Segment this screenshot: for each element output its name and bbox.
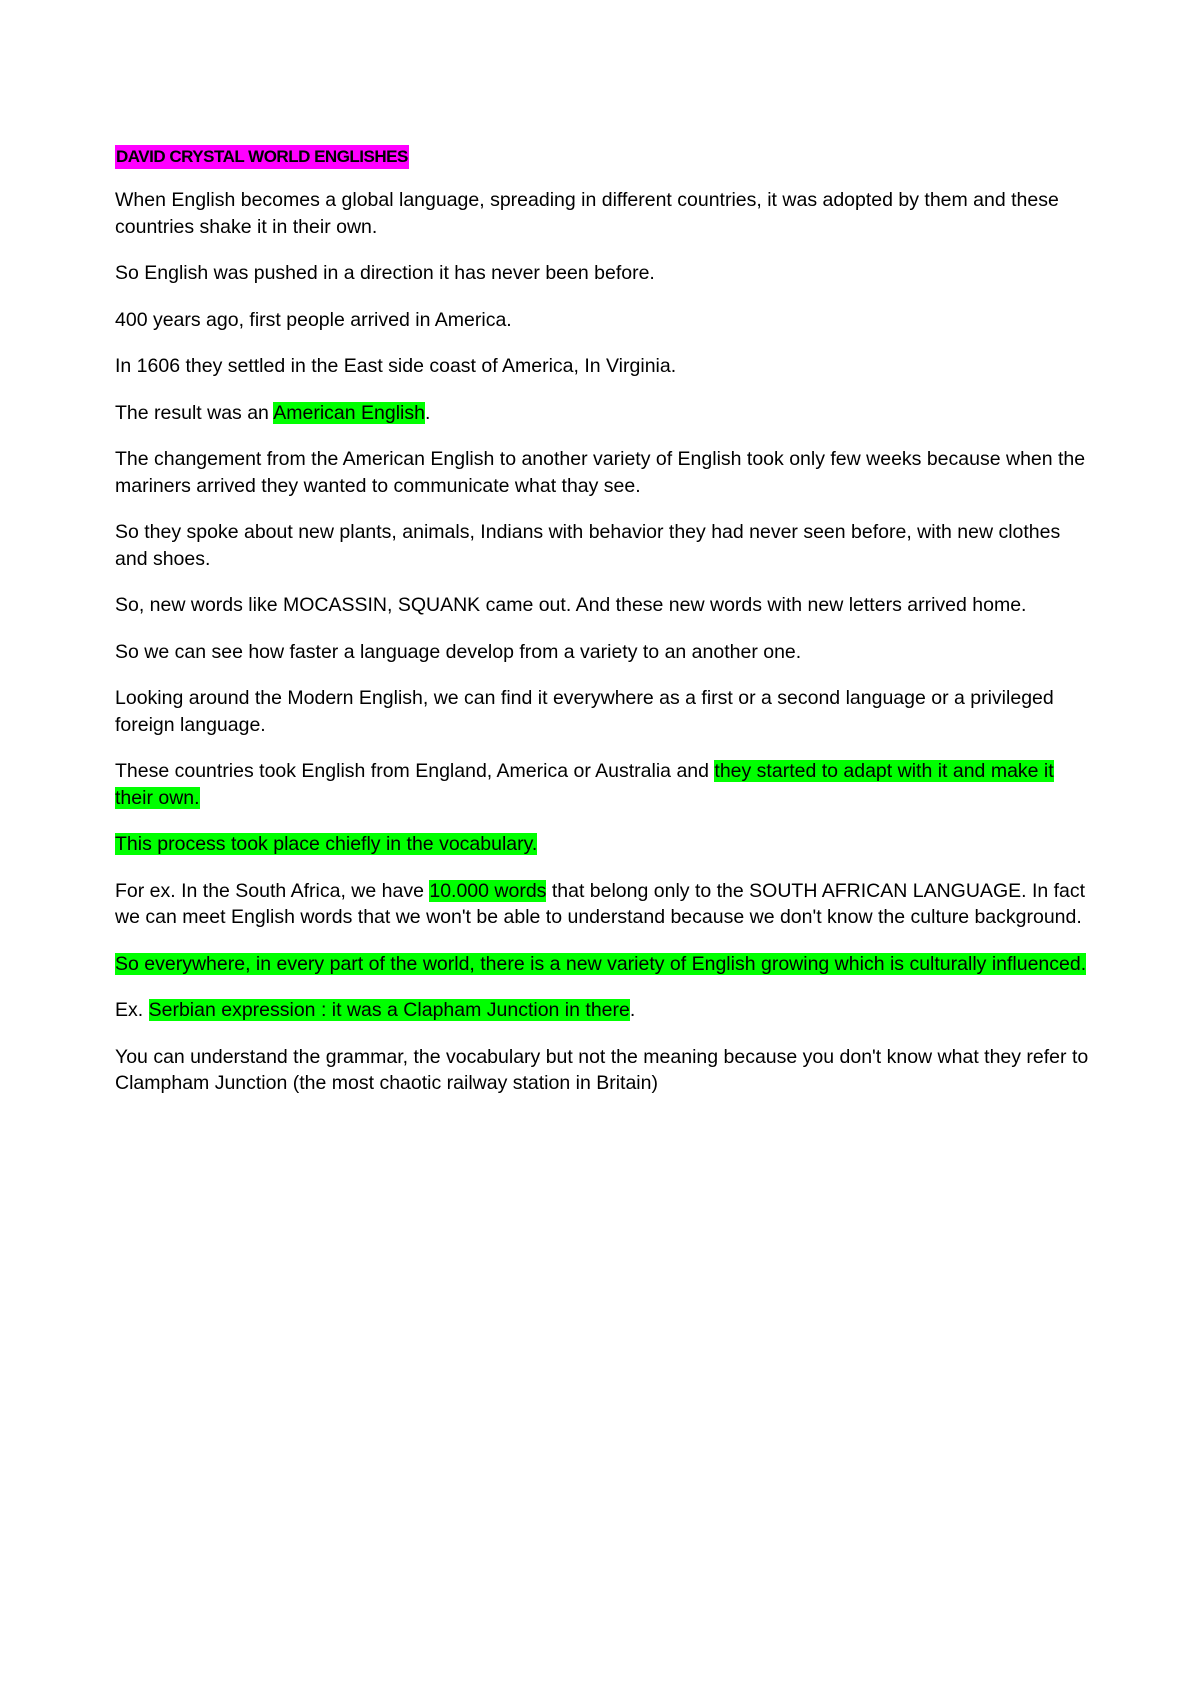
paragraph-text: that belong only to the SOUTH AFRICAN LANGUAGE. In fact we can meet English words that we won't be able to understand because we don't know the culture background.	[115, 879, 1086, 928]
paragraph-text: Looking around the Modern English, we can find it everywhere as a first or a second language or a privileged foreign language.	[115, 687, 1054, 736]
paragraph-text: .	[629, 999, 636, 1021]
paragraph	[115, 685, 1095, 738]
paragraph	[115, 758, 1095, 811]
paragraph	[115, 446, 1095, 499]
paragraph-text: .	[424, 401, 431, 424]
paragraph-text: These countries took English from England, America or Australia and	[115, 760, 715, 782]
paragraph	[115, 639, 1095, 666]
paragraph	[115, 1044, 1095, 1097]
paragraph	[115, 307, 1095, 334]
highlighted-text: This process took place chiefly in the vocabulary.	[115, 833, 538, 855]
paragraph-list	[115, 187, 1095, 1097]
paragraph	[115, 187, 1095, 240]
paragraph-text: So, new words like MOCASSIN, SQUANK came out. And these new words with new letters arrived home.	[115, 594, 1027, 616]
paragraph-text: When English becomes a global language, spreading in different countries, it was adopted by them and these countries shake it in their own.	[115, 189, 1059, 238]
document-title: DAVID CRYSTAL WORLD ENGLISHES	[115, 145, 409, 169]
highlighted-text: they started to adapt with it and make it their own.	[115, 760, 1054, 809]
highlighted-text: American English	[273, 401, 425, 424]
paragraph-text: 400 years ago, first people arrived in America.	[115, 308, 512, 331]
paragraph	[115, 951, 1095, 978]
paragraph	[115, 353, 1095, 380]
paragraph-text: You can understand the grammar, the vocabulary but not the meaning because you don't know what they refer to Clampham Junction (the most chaotic railway station in Britain)	[115, 1045, 1089, 1094]
highlighted-text: So everywhere, in every part of the world, there is a new variety of English growing which is culturally influenced.	[115, 952, 1087, 975]
paragraph-text: So English was pushed in a direction it has never been before.	[115, 262, 655, 284]
paragraph	[115, 997, 1095, 1024]
paragraph	[115, 878, 1095, 931]
paragraph-text: The changement from the American English to another variety of English took only few weeks because when the mariners arrived they wanted to communicate what thay see.	[115, 448, 1086, 497]
paragraph-text: So we can see how faster a language develop from a variety to an another one.	[115, 640, 802, 663]
paragraph-text: So they spoke about new plants, animals, Indians with behavior they had never seen before, with new clothes and shoes.	[115, 521, 1061, 570]
paragraph	[115, 831, 1095, 858]
paragraph-text: Ex.	[115, 999, 149, 1021]
paragraph-text: For ex. In the South Africa, we have	[115, 879, 430, 902]
paragraph	[115, 260, 1095, 287]
paragraph-text: The result was an	[115, 401, 274, 424]
paragraph-text: In 1606 they settled in the East side coast of America, In Virginia.	[115, 355, 677, 377]
document-body	[115, 143, 1095, 1117]
highlighted-text: Serbian expression : it was a Clapham Junction in there	[148, 999, 630, 1021]
paragraph	[115, 400, 1095, 427]
highlighted-text: 10.000 words	[429, 879, 547, 902]
paragraph	[115, 519, 1095, 572]
paragraph	[115, 592, 1095, 619]
